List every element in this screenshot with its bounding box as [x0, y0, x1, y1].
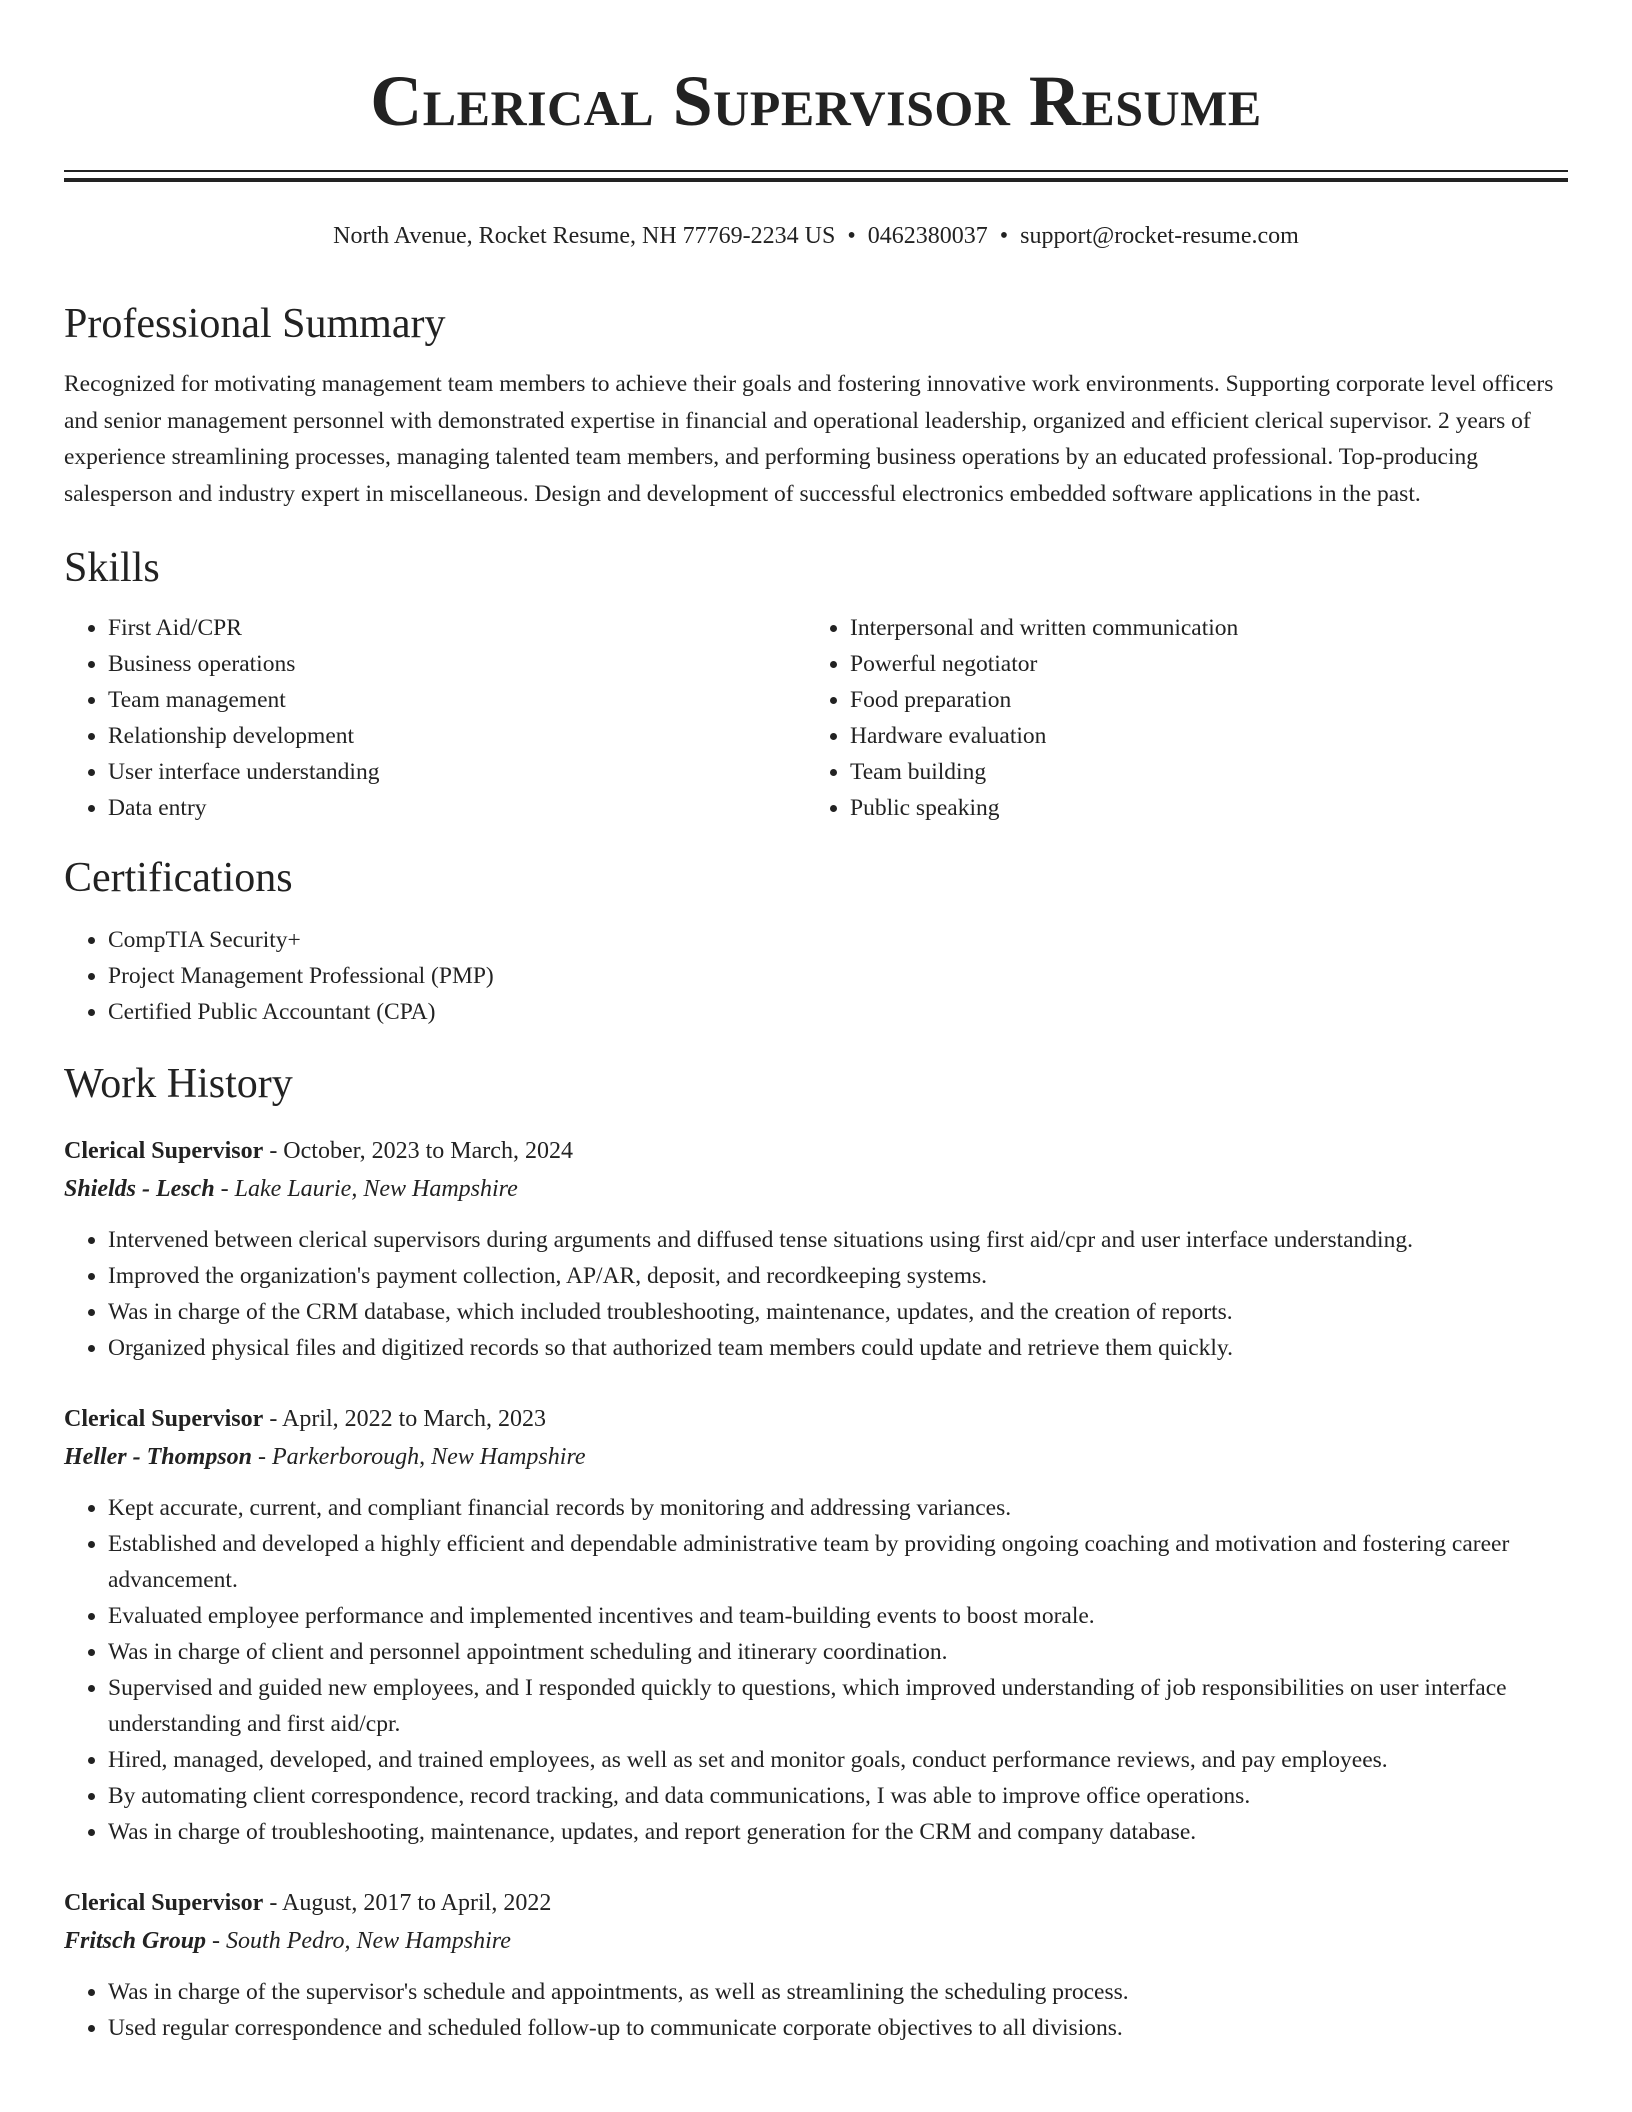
employer-location: - South Pedro, New Hampshire [206, 1928, 511, 1954]
job-title-line [64, 1400, 1568, 1439]
employer-line [64, 1171, 1568, 1208]
section-heading-skills: Skills [64, 545, 160, 591]
job-bullet: • Supervised and guided new employees, and I responded quickly to questions, which improved understanding of job responsibilities on user interface understanding and first aid/cpr. [108, 1670, 1568, 1742]
job-bullet: • Was in charge of troubleshooting, maintenance, updates, and report generation for the CRM and company database. [108, 1814, 1568, 1850]
divider-thin-line [64, 170, 1568, 172]
contact-phone: 0462380037 [867, 223, 988, 249]
job-title: Clerical Supervisor [64, 1406, 264, 1432]
skills-section [64, 540, 1568, 826]
employer-name: Heller - Thompson [64, 1444, 253, 1470]
skill-item: • Data entry [108, 790, 806, 826]
job-bullet: • Hired, managed, developed, and trained employees, as well as set and monitor goals, conduct performance reviews, and pay employees. [108, 1742, 1568, 1778]
skill-item: • Food preparation [850, 682, 1568, 718]
contact-email: support@rocket-resume.com [1020, 223, 1299, 249]
job-title-line [64, 1132, 1568, 1171]
certification-item: • Project Management Professional (PMP) [108, 958, 1568, 994]
skill-item: • Team building [850, 754, 1568, 790]
employer-line [64, 1923, 1568, 1960]
job-bullets [64, 1974, 1568, 2046]
job-bullets [64, 1490, 1568, 1850]
job-dates: - April, 2022 to March, 2023 [263, 1406, 546, 1432]
job-entry [64, 1884, 1568, 2046]
skill-item: • First Aid/CPR [108, 610, 806, 646]
job-dates: - October, 2023 to March, 2024 [263, 1138, 573, 1164]
job-bullet: • By automating client correspondence, record tracking, and data communications, I was able to improve office operations. [108, 1778, 1568, 1814]
certification-item: • CompTIA Security+ [108, 922, 1568, 958]
employer-name: Shields - Lesch [64, 1176, 215, 1202]
certifications-list [64, 922, 1568, 1030]
job-title: Clerical Supervisor [64, 1890, 264, 1916]
contact-separator: • [847, 223, 856, 249]
section-heading-certifications: Certifications [64, 855, 293, 901]
job-bullet: • Improved the organization's payment collection, AP/AR, deposit, and recordkeeping systems. [108, 1258, 1568, 1294]
job-bullet: • Established and developed a highly efficient and dependable administrative team by providing ongoing coaching and motivation and fostering career advancement. [108, 1526, 1568, 1598]
skill-item: • Team management [108, 682, 806, 718]
skill-item: • Powerful negotiator [850, 646, 1568, 682]
skills-list-left [64, 610, 806, 826]
contact-line [64, 220, 1568, 252]
section-heading-summary: Professional Summary [64, 301, 446, 347]
skill-item: • User interface understanding [108, 754, 806, 790]
job-bullet: • Organized physical files and digitized records so that authorized team members could update and retrieve them quickly. [108, 1330, 1568, 1366]
job-bullet: • Was in charge of the CRM database, which included troubleshooting, maintenance, updates, and the creation of reports. [108, 1294, 1568, 1330]
professional-summary-section [64, 296, 1568, 512]
header-divider [64, 170, 1568, 182]
job-entry [64, 1400, 1568, 1850]
employer-name: Fritsch Group [64, 1928, 207, 1954]
job-bullet: • Evaluated employee performance and implemented incentives and team-building events to boost morale. [108, 1598, 1568, 1634]
job-title-line [64, 1884, 1568, 1923]
certification-item: • Certified Public Accountant (CPA) [108, 994, 1568, 1030]
skill-item: • Public speaking [850, 790, 1568, 826]
skill-item: • Interpersonal and written communication [850, 610, 1568, 646]
job-dates: - August, 2017 to April, 2022 [263, 1890, 552, 1916]
certifications-section [64, 850, 1568, 1030]
contact-address: North Avenue, Rocket Resume, NH 77769-2234 US [333, 223, 836, 249]
job-entry [64, 1132, 1568, 1366]
skill-item: • Relationship development [108, 718, 806, 754]
job-bullet: • Was in charge of the supervisor's schedule and appointments, as well as streamlining the scheduling process. [108, 1974, 1568, 2010]
summary-text: Recognized for motivating management team members to achieve their goals and fostering innovative work environments. Supporting corporate level officers and senior management personnel with demonstrated expertise in financial and operational leadership, organized and efficient clerical supervisor. 2 years of experience streamlining processes, managing talented team members, and performing business operations by an educated professional. Top-producing salesperson and industry expert in miscellaneous. Design and development of successful electronics embedded software applications in the past. [64, 371, 1554, 507]
job-bullet: • Was in charge of client and personnel appointment scheduling and itinerary coordination. [108, 1634, 1568, 1670]
contact-separator: • [999, 223, 1009, 249]
divider-thick-line [64, 178, 1568, 182]
section-heading-work-history: Work History [64, 1061, 293, 1107]
job-bullet: • Kept accurate, current, and compliant financial records by monitoring and addressing variances. [108, 1490, 1568, 1526]
skills-list-right [806, 610, 1568, 826]
employer-location: - Parkerborough, New Hampshire [252, 1444, 586, 1470]
skill-item: • Hardware evaluation [850, 718, 1568, 754]
employer-location: - Lake Laurie, New Hampshire [214, 1176, 518, 1202]
skills-grid [64, 610, 1568, 826]
work-history-section [64, 1056, 1568, 2046]
skill-item: • Business operations [108, 646, 806, 682]
job-bullet: • Used regular correspondence and scheduled follow-up to communicate corporate objectives to all divisions. [108, 2010, 1568, 2046]
resume-title: Clerical Supervisor Resume [370, 61, 1262, 141]
job-bullet: • Intervened between clerical supervisors during arguments and diffused tense situations using first aid/cpr and user interface understanding. [108, 1222, 1568, 1258]
job-title: Clerical Supervisor [64, 1138, 264, 1164]
employer-line [64, 1439, 1568, 1476]
job-bullets [64, 1222, 1568, 1366]
